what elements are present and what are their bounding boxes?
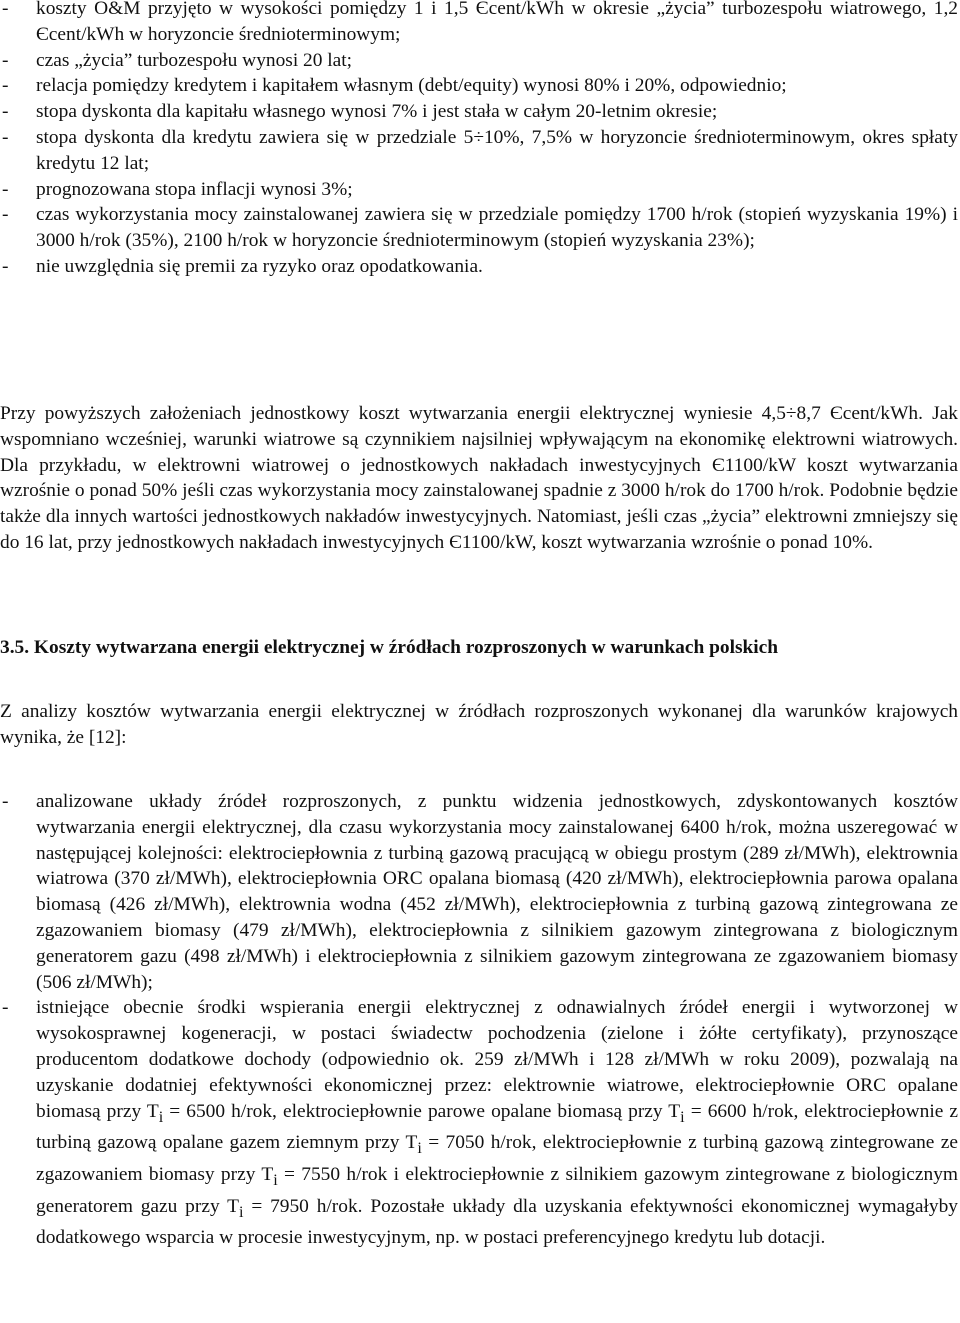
text-run: = 6600 h/rok, elektrociepłownie z turbiną gazową opalane gazem ziemnym przy T: [36, 1100, 958, 1154]
list-item: [0, 48, 958, 74]
section-heading: 3.5. Koszty wytwarzana energii elektrycznej w źródłach rozproszonych w warunkach polskich: [0, 637, 779, 658]
intro-paragraph: Z analizy kosztów wytwarzania energii elektrycznej w źródłach rozproszonych wykonanej dla warunków krajowych wynika, że [12]:: [0, 701, 958, 748]
subscript: i: [680, 1108, 685, 1126]
text-run: istniejące obecnie środki wspierania energii elektrycznej z odnawialnych źródeł energii i wytworzonej w wysokosprawnej kogeneracji, w postaci świadectw pochodzenia (zielone i żółte certyfikaty), przynoszące producentom dodatkowe dochody (odpowiednio ok. 259 zł/MWh i 128 zł/MWh w roku 2009), pozwalają na uzyskanie dodatniej efektywności ekonomicznej przez: elektrownie wiatrowe, elektrociepłownie ORC opalane biomasą przy T: [36, 997, 958, 1122]
list-dash: -: [2, 255, 9, 277]
list-item-text: analizowane układy źródeł rozproszonych, z punktu widzenia jednostkowych, zdyskontowanych kosztów wytwarzania energii elektrycznej, dla czasu wykorzystania mocy zainstalowanej 6400 h/rok, można uszeregować w następującej kolejności: elektrociepłownia z turbiną gazową pracującą w obiegu prostym (289 zł/MWh), elektrownia wiatrowa (370 zł/MWh), elektrociepłownia ORC opalana biomasą (420 zł/MWh), elektrociepłownia parowa opalana biomasą (426 zł/MWh), elektrownia wodna (452 zł/MWh), elektrociepłownia z turbiną gazową zintegrowana ze zgazowaniem biomasy (479 zł/MWh), elektrociepłownia z silnikiem gazowym zintegrowana z biologicznym generatorem gazu (498 zł/MWh) i elektrociepłownia z silnikiem gazowym zintegrowana ze zgazowaniem biomasy (506 zł/MWh);: [36, 791, 958, 993]
list-dash: -: [2, 204, 9, 226]
list-item: [0, 202, 958, 254]
list-item: [0, 99, 958, 125]
list-dash: -: [2, 997, 9, 1019]
subscript: i: [273, 1171, 278, 1189]
list-item: [0, 73, 958, 99]
list-item-text: prognozowana stopa inflacji wynosi 3%;: [36, 178, 353, 200]
list-item-text: czas wykorzystania mocy zainstalowanej zawiera się w przedziale pomiędzy 1700 h/rok (stopień wyzyskania 19%) i 3000 h/rok (35%), 2100 h/rok w horyzoncie średnioterminowym (stopień wyzyskania 23%);: [36, 204, 958, 252]
list-item: [0, 177, 958, 203]
list-item-text: [36, 997, 958, 1248]
list-dash: -: [2, 126, 9, 148]
list-item-text: koszty O&M przyjęto w wysokości pomiędzy 1 i 1,5 Єcent/kWh w okresie „życia” turbozespołu wiatrowego, 1,2 Єcent/kWh w horyzoncie średnioterminowym;: [36, 0, 958, 45]
findings-list: [0, 789, 958, 1251]
list-item: [0, 995, 958, 1251]
subscript: i: [238, 1203, 244, 1221]
assumptions-list: [0, 0, 958, 280]
text-run: = 6500 h/rok, elektrociepłownie parowe opalane biomasą przy T: [163, 1100, 681, 1122]
summary-paragraph: Przy powyższych założeniach jednostkowy koszt wytwarzania energii elektrycznej wyniesie 4,5÷8,7 Єcent/kWh. Jak wspomniano wcześniej, warunki wiatrowe są czynnikiem najsilniej wpływającym na ekonomikę elektrowni wiatrowych. Dla przykładu, w elektrowni wiatrowej o jednostkowych nakładach inwestycyjnych Є1100/kW koszt wytwarzania wzrośnie o ponad 50% jeśli czas wykorzystania mocy zainstalowanej spadnie z 3000 h/rok do 1700 h/rok. Podobnie będzie także dla innych wartości jednostkowych nakładów inwestycyjnych. Natomiast, jeśli czas „życia” elektrowni zmniejszy się do 16 lat, przy jednostkowych nakładach inwestycyjnych Є1100/kW, koszt wytwarzania wzrośnie o ponad 10%.: [0, 403, 958, 553]
text-run: = 7550 h/rok i elektrociepłownie z silnikiem gazowym zintegrowane z biologicznym generatorem gazu przy T: [36, 1163, 958, 1217]
list-dash: -: [2, 101, 9, 123]
text-run: = 7050 h/rok, elektrociepłownie z turbiną gazową zintegrowane ze zgazowaniem biomasy przy T: [36, 1132, 958, 1185]
list-item-text: stopa dyskonta dla kapitału własnego wynosi 7% i jest stała w całym 20-letnim okresie;: [36, 101, 718, 123]
list-item: [0, 789, 958, 995]
list-dash: -: [2, 75, 9, 97]
list-dash: -: [2, 49, 9, 71]
list-dash: -: [2, 178, 9, 200]
list-item: [0, 125, 958, 177]
subscript: i: [158, 1108, 164, 1126]
list-dash: -: [2, 0, 9, 19]
list-item-text: czas „życia” turbozespołu wynosi 20 lat;: [36, 49, 353, 71]
list-item: [0, 254, 958, 280]
list-item-text: stopa dyskonta dla kredytu zawiera się w przedziale 5÷10%, 7,5% w horyzoncie średnioterminowym, okres spłaty kredytu 12 lat;: [36, 126, 958, 174]
list-item-text: nie uwzględnia się premii za ryzyko oraz opodatkowania.: [36, 255, 483, 277]
list-dash: -: [2, 791, 9, 812]
text-run: = 7950 h/rok. Pozostałe układy dla uzyskania efektywności ekonomicznej wymagałyby dodatkowego wsparcia w procesie inwestycyjnym, np. w postaci preferencyjnego kredytu lub dotacji.: [36, 1195, 959, 1249]
list-item: [0, 0, 958, 48]
subscript: i: [417, 1140, 422, 1158]
list-item-text: relacja pomiędzy kredytem i kapitałem własnym (debt/equity) wynosi 80% i 20%, odpowiednio;: [36, 75, 787, 97]
